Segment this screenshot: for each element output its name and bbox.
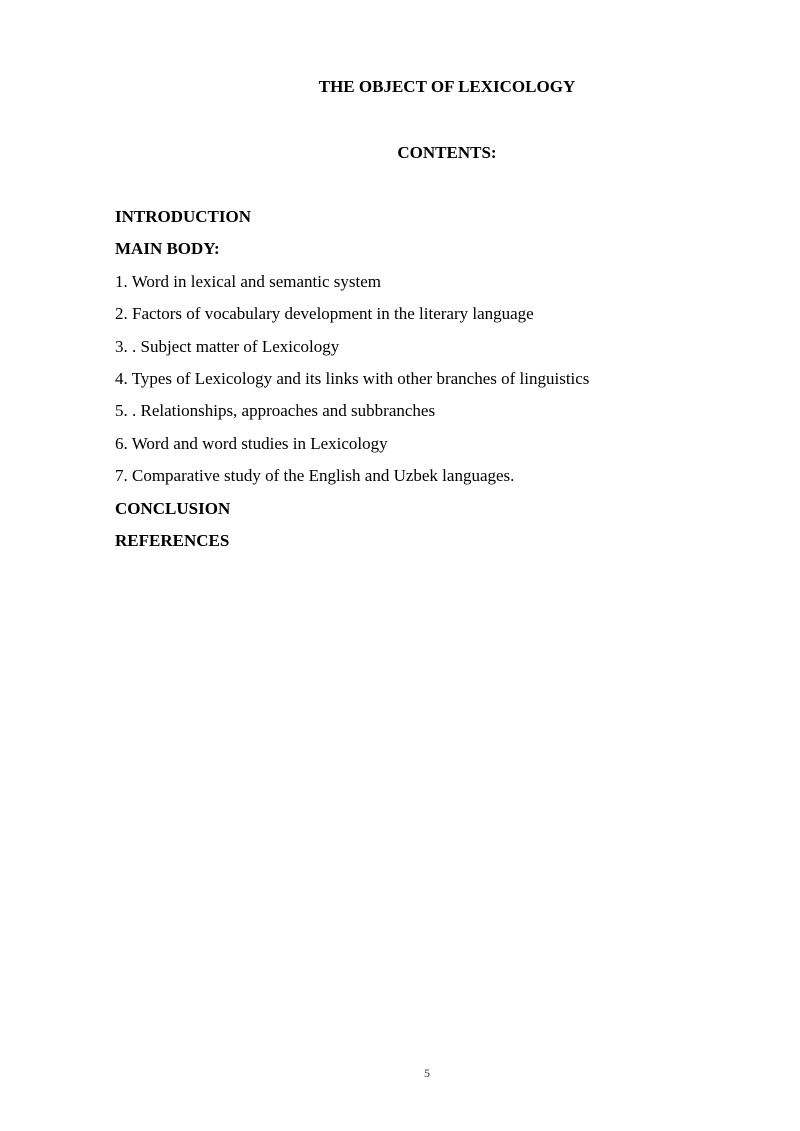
toc-item-7: 7. Comparative study of the English and Uzbek languages. [115,466,515,486]
contents-heading: CONTENTS: [397,143,497,162]
toc-item-introduction: INTRODUCTION [115,207,252,226]
table-of-contents [115,206,735,562]
document-title: THE OBJECT OF LEXICOLOGY [318,77,576,96]
toc-item-conclusion: CONCLUSION [115,498,231,518]
toc-item-4: 4. Types of Lexicology and its links with other branches of linguistics [115,368,590,388]
toc-item-3: 3. . Subject matter of Lexicology [115,336,340,356]
toc-item-5: 5. . Relationships, approaches and subbranches [115,401,436,421]
page-number: 5 [424,1066,430,1080]
toc-item-6: 6. Word and word studies in Lexicology [115,433,388,453]
toc-item-2: 2. Factors of vocabulary development in the literary language [115,304,534,324]
toc-item-references: REFERENCES [115,530,230,550]
toc-item-main-body: MAIN BODY: [115,239,220,259]
toc-item-1: 1. Word in lexical and semantic system [115,271,382,291]
